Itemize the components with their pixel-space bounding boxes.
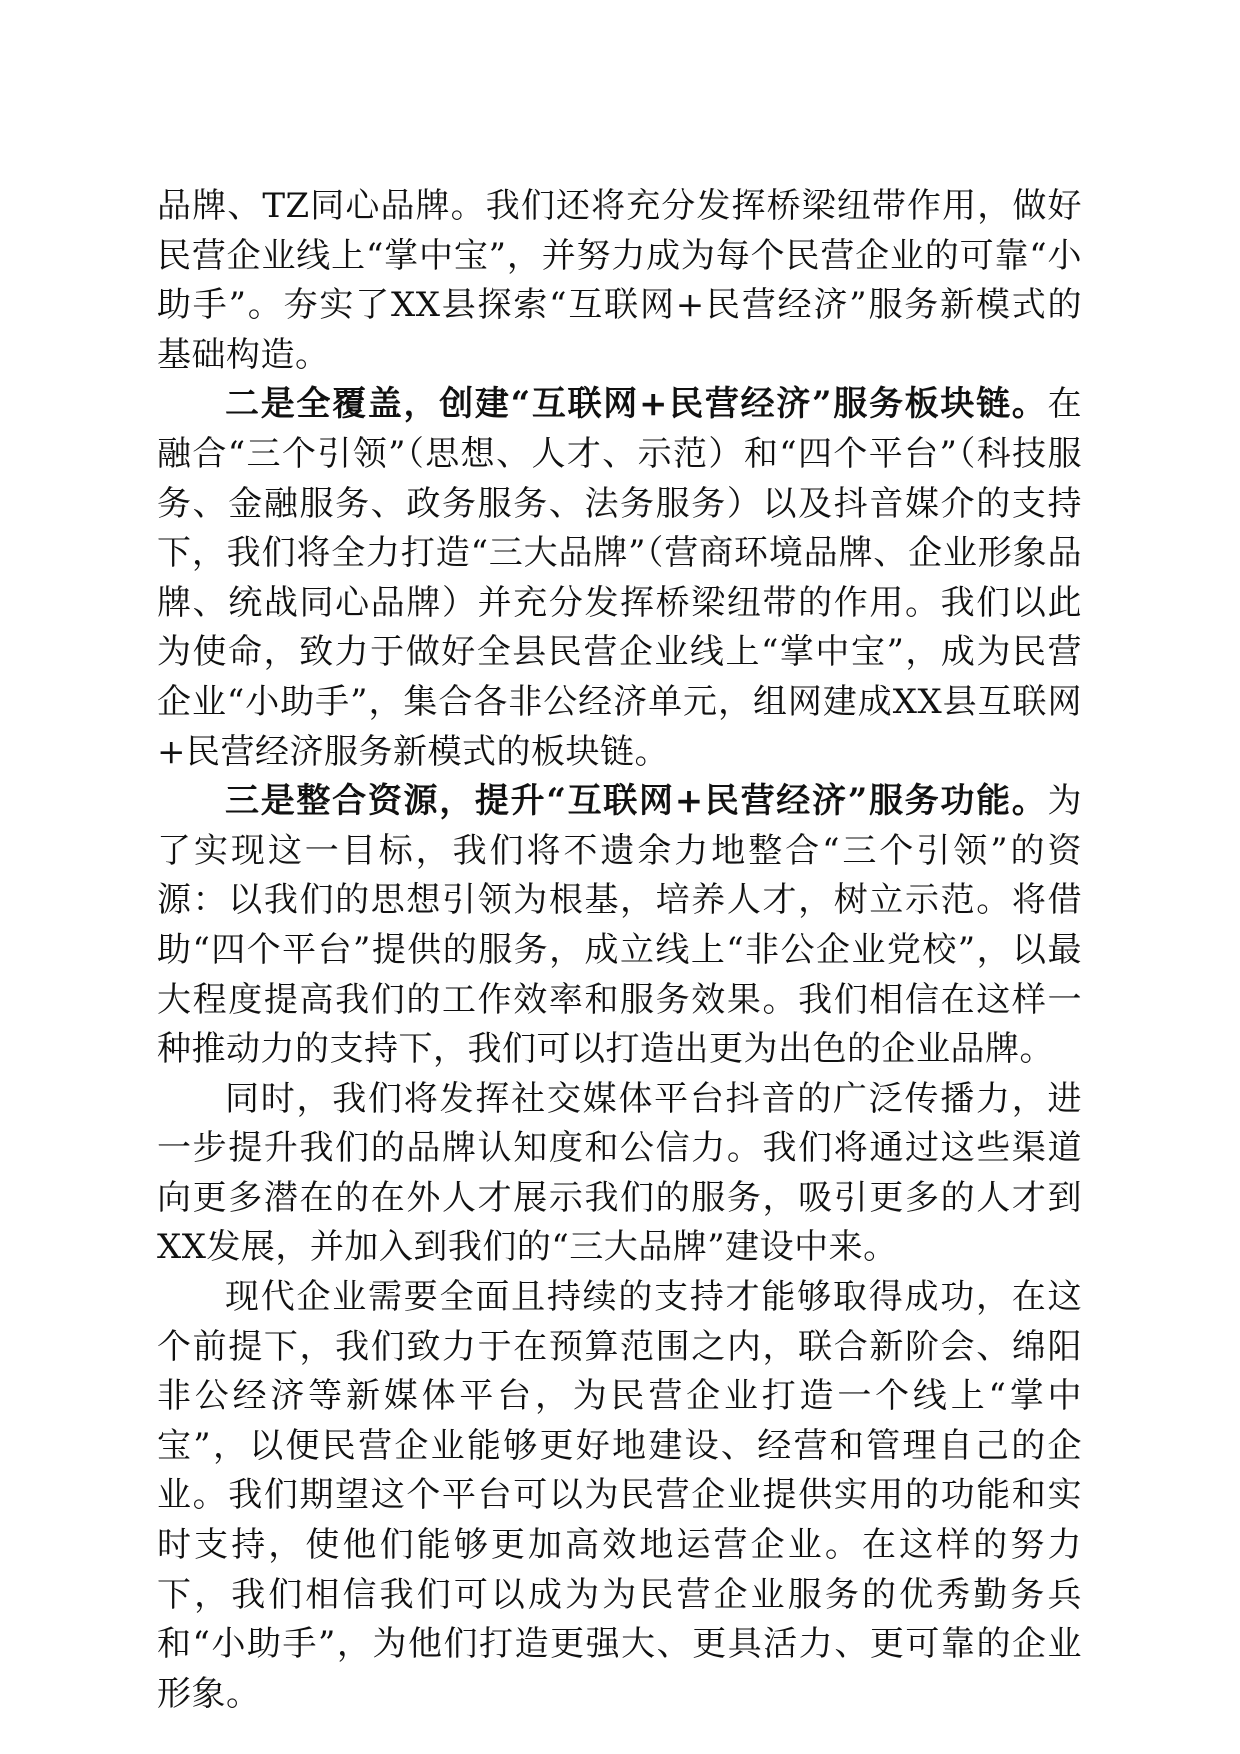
paragraph-text: 品牌、TZ同心品牌。我们还将充分发挥桥梁纽带作用，做好民营企业线上“掌中宝”，并努力成为每个民营企业的可靠“小助手”。夯实了XX县探索“互联网+民营经济”服务新模式的基础构造。 bbox=[157, 186, 1082, 375]
paragraph-2 bbox=[157, 380, 1082, 777]
paragraph-text: 同时，我们将发挥社交媒体平台抖音的广泛传播力，进一步提升我们的品牌认知度和公信力。我们将通过这些渠道向更多潜在的在外人才展示我们的服务，吸引更多的人才到XX发展，并加入到我们的“三大品牌”建设中来。 bbox=[157, 1078, 1082, 1268]
paragraph-heading: 三是整合资源，提升“互联网+民营经济”服务功能。 bbox=[225, 781, 1048, 822]
paragraph-heading: 二是全覆盖，创建“互联网+民营经济”服务板块链。 bbox=[225, 384, 1048, 425]
document-body bbox=[157, 182, 1082, 1719]
paragraph-4 bbox=[157, 1075, 1082, 1273]
paragraph-text: 在融合“三个引领”（思想、人才、示范）和“四个平台”（科技服务、金融服务、政务服务、法务服务）以及抖音媒介的支持下，我们将全力打造“三大品牌”（营商环境品牌、企业形象品牌、统战同心品牌）并充分发挥桥梁纽带的作用。我们以此为使命，致力于做好全县民营企业线上“掌中宝”，成为民营企业“小助手”，集合各非公经济单元，组网建成XX县互联网+民营经济服务新模式的板块链。 bbox=[157, 384, 1082, 772]
paragraph-3 bbox=[157, 777, 1082, 1075]
paragraph-5 bbox=[157, 1273, 1082, 1719]
paragraph-1 bbox=[157, 182, 1082, 380]
paragraph-text: 现代企业需要全面且持续的支持才能够取得成功，在这个前提下，我们致力于在预算范围之内，联合新阶会、绵阳非公经济等新媒体平台，为民营企业打造一个线上“掌中宝”，以便民营企业能够更好地建设、经营和管理自己的企业。我们期望这个平台可以为民营企业提供实用的功能和实时支持，使他们能够更加高效地运营企业。在这样的努力下，我们相信我们可以成为为民营企业服务的优秀勤务兵和“小助手”，为他们打造更强大、更具活力、更可靠的企业形象。 bbox=[157, 1277, 1082, 1714]
paragraph-text: 为了实现这一目标，我们将不遗余力地整合“三个引领”的资源：以我们的思想引领为根基，培养人才，树立示范。将借助“四个平台”提供的服务，成立线上“非公企业党校”，以最大程度提高我们的工作效率和服务效果。我们相信在这样一种推动力的支持下，我们可以打造出更为出色的企业品牌。 bbox=[157, 781, 1082, 1070]
